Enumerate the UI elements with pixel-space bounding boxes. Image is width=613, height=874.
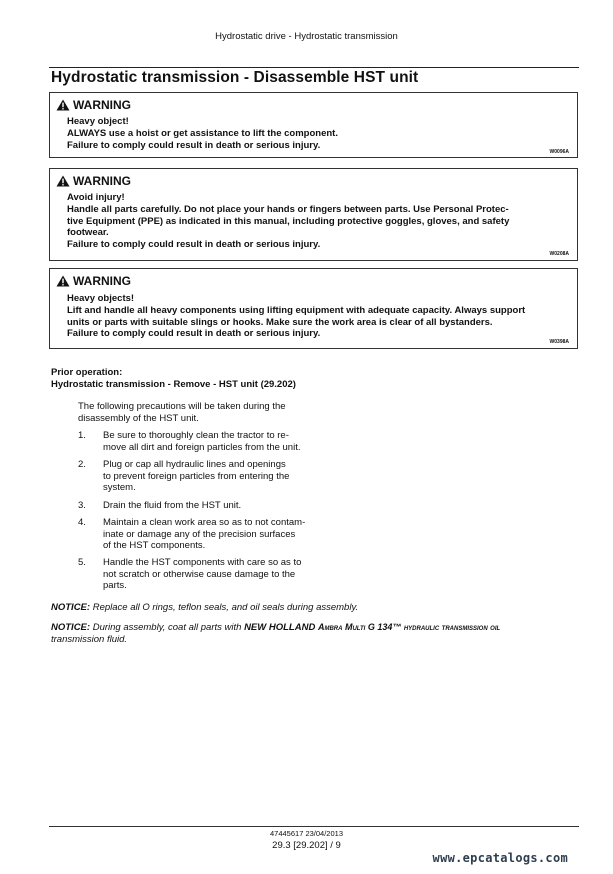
intro-line: disassembly of the HST unit.: [78, 412, 199, 424]
step-number: 1.: [78, 430, 86, 441]
step-text: [103, 430, 315, 453]
running-header: Hydrostatic drive - Hydrostatic transmission: [215, 31, 398, 42]
step-line: Plug or cap all hydraulic lines and openings: [103, 459, 286, 470]
step-text: [103, 500, 315, 512]
warning-line: Heavy objects!: [67, 293, 135, 304]
step-line: move all dirt and foreign particles from the unit.: [103, 441, 301, 453]
footer-divider: [49, 826, 579, 827]
warning-label: WARNING: [73, 274, 131, 288]
warning-triangle-icon: [56, 99, 70, 111]
step-line: to prevent foreign particles from entering the: [103, 470, 290, 482]
step-number: 4.: [78, 517, 86, 528]
warning-code: W0096A: [549, 149, 569, 155]
page-title: Hydrostatic transmission - Disassemble HST unit: [51, 69, 419, 86]
warning-box-heavy-object: [49, 92, 578, 158]
warning-code: W0208A: [549, 251, 569, 257]
notice-text: Replace all O rings, teflon seals, and oil seals during assembly.: [90, 602, 359, 613]
step-line: system.: [103, 482, 136, 494]
footer-page-ref: 29.3 [29.202] / 9: [272, 840, 341, 851]
intro-line: The following precautions will be taken during the: [78, 401, 286, 412]
step-number: 5.: [78, 557, 86, 568]
step-number: 2.: [78, 459, 86, 470]
warning-line: Heavy object!: [67, 116, 129, 127]
warning-text: [67, 116, 338, 151]
warning-header: [56, 174, 131, 188]
warning-box-heavy-objects: [49, 268, 578, 349]
warning-header: [56, 274, 131, 288]
step-line: of the HST components.: [103, 540, 206, 552]
warning-line: Lift and handle all heavy components using lifting equipment with adequate capacity. Always support: [67, 304, 526, 316]
warning-line: Avoid injury!: [67, 192, 125, 203]
step-line: Handle the HST components with care so as to: [103, 557, 302, 568]
warning-label: WARNING: [73, 174, 131, 188]
warning-triangle-icon: [56, 275, 70, 287]
step-line: not scratch or otherwise cause damage to the: [103, 568, 296, 580]
step-line: parts.: [103, 580, 127, 592]
prior-operation-link[interactable]: Hydrostatic transmission - Remove - HST unit (29.202): [51, 379, 296, 390]
brand-name: NEW HOLLAND: [244, 622, 318, 633]
warning-box-avoid-injury: [49, 168, 578, 261]
notice-seals: [51, 602, 579, 614]
warning-line: Failure to comply could result in death or serious injury.: [67, 328, 321, 340]
notice-label: NOTICE:: [51, 602, 91, 613]
footer-doc-id: 47445617 23/04/2013: [270, 829, 343, 838]
notice-assembly-fluid: [51, 622, 579, 645]
watermark: www.epcatalogs.com: [432, 851, 568, 865]
step-line: Maintain a clean work area so as to not contam-: [103, 517, 306, 528]
warning-text: [67, 192, 509, 251]
warning-header: [56, 98, 131, 112]
step-text: [103, 517, 315, 552]
step-line: Be sure to thoroughly clean the tractor to re-: [103, 430, 289, 441]
product-name: Ambra Multi G 134™ hydraulic transmission oil: [317, 622, 501, 632]
step-text: [103, 557, 315, 592]
step-line: Drain the fluid from the HST unit.: [103, 500, 242, 511]
warning-code: W0398A: [549, 339, 569, 345]
warning-label: WARNING: [73, 98, 131, 112]
prior-operation-label: Prior operation:: [51, 367, 123, 378]
warning-line: ALWAYS use a hoist or get assistance to lift the component.: [67, 127, 338, 139]
notice-text: During assembly, coat all parts with: [90, 622, 245, 633]
notice-label: NOTICE:: [51, 622, 91, 633]
warning-line: tive Equipment (PPE) as indicated in this manual, including protective goggles, gloves, and safety: [67, 215, 510, 227]
warning-text: [67, 293, 525, 340]
warning-line: footwear.: [67, 227, 109, 239]
notice-text-line2: transmission fluid.: [51, 633, 128, 645]
warning-triangle-icon: [56, 175, 70, 187]
warning-line: units or parts with suitable slings or hooks. Make sure the work area is clear of all bystanders.: [67, 316, 493, 328]
warning-line: Handle all parts carefully. Do not place your hands or fingers between parts. Use Personal Protec-: [67, 203, 509, 215]
step-text: [103, 459, 315, 494]
warning-line: Failure to comply could result in death or serious injury.: [67, 139, 321, 151]
title-divider: [49, 67, 579, 68]
step-line: inate or damage any of the precision surfaces: [103, 528, 296, 540]
intro-paragraph: [78, 401, 316, 424]
step-number: 3.: [78, 500, 86, 511]
warning-line: Failure to comply could result in death or serious injury.: [67, 239, 321, 251]
